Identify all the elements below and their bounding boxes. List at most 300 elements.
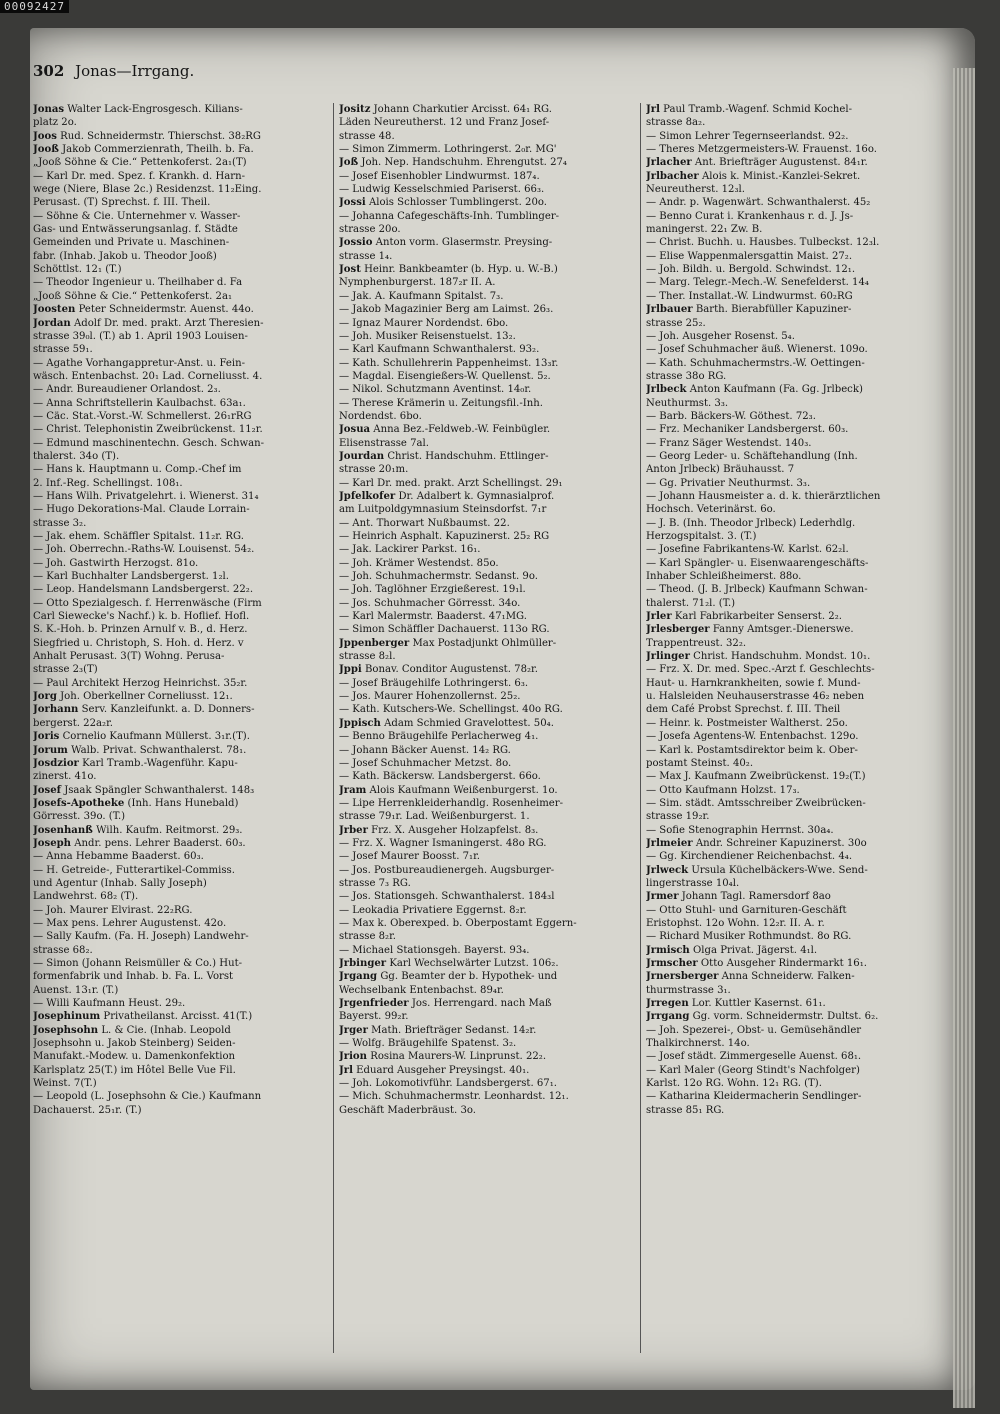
entry-details: thurmstrasse 3₁.	[646, 984, 731, 996]
directory-entry	[339, 437, 637, 450]
entry-details: formenfabrik und Inhab. b. Fa. L. Vorst	[33, 971, 234, 983]
directory-entry	[339, 357, 637, 370]
directory-entry	[646, 397, 926, 410]
directory-entry	[646, 610, 926, 623]
entry-details: Alois Schlosser Tumblingerst. 20o.	[368, 197, 547, 209]
entry-details: — Mich. Schuhmachermstr. Leonhardst. 12₁.	[339, 1091, 569, 1103]
directory-entry	[646, 984, 926, 997]
entry-details: — Hans Wilh. Privatgelehrt. i. Wienerst. 31₄	[33, 490, 259, 502]
entry-details: — Simon Zimmerm. Lothringerst. 2₀r. MG'	[339, 144, 557, 156]
directory-entry	[646, 703, 926, 716]
directory-entry	[339, 1064, 637, 1077]
directory-entry	[33, 970, 323, 983]
directory-entry	[646, 143, 926, 156]
entry-details: Manufakt.-Modew. u. Damenkonfektion	[33, 1051, 236, 1063]
entry-details: am Luitpoldgymnasium Steinsdorfst. 7₁r	[339, 504, 547, 516]
entry-details: — Jak. Lackirer Parkst. 16₁.	[339, 544, 481, 556]
entry-details: strasse 25₂.	[646, 317, 706, 329]
directory-entry	[646, 490, 926, 503]
directory-entry	[646, 997, 926, 1010]
entry-details: strasse 3₂.	[33, 517, 87, 529]
directory-entry	[646, 236, 926, 249]
directory-entry	[646, 1024, 926, 1037]
entry-surname: Jrgang	[339, 971, 378, 983]
directory-entry	[646, 543, 926, 556]
entry-details: — Katharina Kleidermacherin Sendlinger-	[646, 1091, 862, 1103]
entry-details: — Josefa Agentens-W. Entenbachst. 129o.	[646, 731, 859, 743]
directory-entry	[339, 583, 637, 596]
entry-details: — Elise Wappenmalersgattin Maist. 27₂.	[646, 250, 853, 262]
directory-entry	[339, 1010, 637, 1023]
entry-details: — Josefine Fabrikantens-W. Karlst. 62₂l.	[646, 544, 849, 556]
directory-entry	[339, 1024, 637, 1037]
directory-entry	[339, 663, 637, 676]
directory-entry	[33, 770, 323, 783]
entry-surname: Jrlacher	[646, 157, 692, 169]
entry-details: — Cäc. Stat.-Vorst.-W. Schmellerst. 26₁rRG	[33, 410, 252, 422]
directory-entry	[33, 196, 323, 209]
directory-entry	[33, 170, 323, 183]
directory-entry	[646, 1077, 926, 1090]
directory-entry	[33, 810, 323, 823]
entry-surname: Jrregen	[646, 998, 689, 1010]
directory-entry	[646, 597, 926, 610]
entry-surname: Joris	[33, 731, 60, 743]
directory-entry	[33, 477, 323, 490]
entry-details: dem Café Probst Sprechst. f. III. Theil	[646, 704, 841, 716]
entry-details: strasse 68₂.	[33, 944, 93, 956]
entry-details: Nordendst. 6bo.	[339, 410, 422, 422]
entry-details: — Jos. Maurer Hohenzollernst. 25₂.	[339, 691, 521, 703]
directory-entry	[339, 317, 637, 330]
directory-entry	[33, 250, 323, 263]
entry-details: und Agentur (Inhab. Sally Joseph)	[33, 877, 207, 889]
entry-surname: Jrmisch	[646, 944, 690, 956]
entry-details: — Josef Schuhmacher äuß. Wienerst. 109o.	[646, 344, 868, 356]
entry-details: Dr. Adalbert k. Gymnasialprof.	[398, 490, 555, 502]
directory-entry	[339, 103, 637, 116]
entry-details: Jsaak Spängler Schwanthalerst. 148₃	[64, 784, 255, 796]
directory-entry	[33, 984, 323, 997]
entry-details: (Inh. Hans Hunebald)	[127, 797, 239, 809]
entry-details: Anhalt Perusast. 3(T) Wohng. Perusa-	[33, 651, 225, 663]
directory-entry	[33, 690, 323, 703]
directory-entry	[339, 250, 637, 263]
directory-entry	[33, 1037, 323, 1050]
entry-details: thalerst. 71₂l. (T.)	[646, 597, 736, 609]
entry-details: — Heinr. k. Postmeister Waltherst. 25o.	[646, 717, 848, 729]
directory-entry	[646, 864, 926, 877]
entry-details: — Sim. städt. Amtsschreiber Zweibrücken-	[646, 797, 866, 809]
entry-details: Eduard Ausgeher Preysingst. 40₁.	[356, 1064, 530, 1076]
directory-entry	[33, 837, 323, 850]
entry-details: strasse 48.	[339, 130, 395, 142]
entry-details: — Johanna Cafegeschäfts-Inh. Tumblinger-	[339, 210, 560, 222]
entry-details: — Gg. Kirchendiener Reichenbachst. 4₄.	[646, 851, 853, 863]
entry-details: Joh. Nep. Handschuhm. Ehrengutst. 27₄	[361, 157, 567, 169]
entry-details: „Jooß Söhne & Cie.“ Pettenkoferst. 2a₁	[33, 290, 233, 302]
directory-entry	[646, 557, 926, 570]
entry-details: Wilh. Kaufm. Reitmorst. 29₃.	[96, 824, 243, 836]
entry-details: — Christ. Buchh. u. Hausbes. Tulbeckst. 12₃l.	[646, 237, 880, 249]
entry-details: — Johann Bäcker Auenst. 14₂ RG.	[339, 744, 511, 756]
entry-details: — Ignaz Maurer Nordendst. 6bo.	[339, 317, 509, 329]
entry-details: — Frz. Mechaniker Landsbergerst. 60₃.	[646, 424, 849, 436]
column-1	[33, 103, 323, 1353]
entry-details: Alois k. Minist.-Kanzlei-Sekret.	[701, 170, 861, 182]
directory-entry	[646, 317, 926, 330]
directory-entry	[339, 343, 637, 356]
entry-details: wege (Niere, Blase 2c.) Residenzst. 11₂Eing.	[33, 184, 262, 196]
entry-details: — Nikol. Schutzmann Aventinst. 14₀r.	[339, 384, 532, 396]
directory-entry	[33, 543, 323, 556]
entry-surname: Joseph	[33, 837, 72, 849]
directory-entry	[339, 503, 637, 516]
entry-details: Privatheilanst. Arcisst. 41(T.)	[103, 1011, 253, 1023]
entry-details: — Joh. Ausgeher Rosenst. 5₄.	[646, 330, 795, 342]
directory-entry	[646, 156, 926, 169]
directory-entry	[646, 437, 926, 450]
entry-details: — Kath. Schullehrerin Pappenheimst. 13₃r.	[339, 357, 559, 369]
entry-details: Christ. Handschuhm. Ettlinger-	[387, 450, 549, 462]
directory-entry	[33, 797, 323, 810]
directory-entry	[339, 623, 637, 636]
entry-details: — Leokadia Privatiere Eggernst. 8₂r.	[339, 904, 527, 916]
directory-entry	[33, 597, 323, 610]
directory-entry	[33, 143, 323, 156]
entry-surname: Jrber	[339, 824, 368, 836]
directory-entry	[339, 410, 637, 423]
directory-entry	[646, 276, 926, 289]
entry-details: Math. Briefträger Sedanst. 14₂r.	[371, 1024, 537, 1036]
entry-details: Joh. Oberkellner Corneliusst. 12₁.	[60, 691, 233, 703]
entry-details: — Joh. Krämer Westendst. 85o.	[339, 557, 499, 569]
entry-details: strasse 7₃ RG.	[339, 877, 411, 889]
page-range: Jonas—Irrgang.	[75, 62, 195, 80]
entry-surname: Jrgenfrieder	[339, 998, 409, 1010]
directory-entry	[33, 850, 323, 863]
directory-entry	[339, 383, 637, 396]
directory-entry	[339, 130, 637, 143]
directory-entry	[339, 930, 637, 943]
entry-details: — Gg. Privatier Neuthurmst. 3₃.	[646, 477, 811, 489]
entry-details: strasse 2₃(T)	[33, 664, 98, 676]
entry-surname: Joos	[33, 130, 57, 142]
entry-details: — Georg Leder- u. Schäftehandlung (Inh.	[646, 450, 858, 462]
directory-entry	[646, 170, 926, 183]
entry-details: Gas- und Entwässerungsanlag. f. Städte	[33, 224, 238, 236]
entry-surname: Jrnersberger	[646, 971, 719, 983]
entry-details: Karl Tramb.-Wagenführ. Kapu-	[82, 757, 238, 769]
entry-details: Landwehrst. 68₂ (T).	[33, 891, 139, 903]
directory-entry	[33, 357, 323, 370]
entry-details: — Josef städt. Zimmergeselle Auenst. 68₁.	[646, 1051, 862, 1063]
entry-details: strasse 8₂l.	[339, 651, 396, 663]
directory-entry	[33, 890, 323, 903]
directory-entry	[339, 690, 637, 703]
directory-entry	[646, 770, 926, 783]
directory-entry	[646, 1090, 926, 1103]
entry-details: Nymphenburgerst. 187₂r II. A.	[339, 277, 496, 289]
entry-details: strasse 1₄.	[339, 250, 393, 262]
entry-details: — Willi Kaufmann Heust. 29₂.	[33, 998, 186, 1010]
entry-details: strasse 20₁m.	[339, 464, 409, 476]
entry-surname: Jossio	[339, 237, 373, 249]
entry-surname: Jrmer	[646, 891, 679, 903]
entry-details: Lor. Kuttler Kasernst. 61₁.	[691, 998, 826, 1010]
directory-entry	[33, 864, 323, 877]
directory-entry	[339, 770, 637, 783]
entry-details: — Christ. Telephonistin Zweibrückenst. 11₂r.	[33, 424, 263, 436]
directory-entry	[33, 410, 323, 423]
entry-details: — Jakob Magazinier Berg am Laimst. 26₃.	[339, 304, 554, 316]
directory-entry	[33, 1050, 323, 1063]
entry-details: — Theodor Ingenieur u. Theilhaber d. Fa	[33, 277, 243, 289]
entry-details: — Frz. X. Wagner Ismaningerst. 48o RG.	[339, 837, 547, 849]
entry-details: Geschäft Maderbräust. 3o.	[339, 1104, 476, 1116]
directory-entry	[33, 744, 323, 757]
entry-details: — Kath. Bäckersw. Landsbergerst. 66o.	[339, 771, 541, 783]
directory-entry	[646, 130, 926, 143]
directory-entry	[33, 210, 323, 223]
entry-details: Josephsohn u. Jakob Steinberg) Seiden-	[33, 1038, 236, 1050]
directory-entry	[33, 397, 323, 410]
directory-entry	[339, 517, 637, 530]
page-number: 302	[33, 62, 65, 80]
entry-surname: Jooß	[33, 144, 59, 156]
directory-entry	[646, 383, 926, 396]
page-edge-stack	[953, 68, 975, 1408]
directory-entry	[339, 730, 637, 743]
directory-entry	[339, 837, 637, 850]
directory-entry	[646, 223, 926, 236]
directory-entry	[646, 290, 926, 303]
entry-surname: Jonas	[33, 104, 65, 115]
directory-entry	[339, 143, 637, 156]
directory-entry	[646, 650, 926, 663]
directory-entry	[339, 1077, 637, 1090]
directory-entry	[33, 677, 323, 690]
entry-details: — Benno Bräugehilfe Perlacherweg 4₁.	[339, 731, 539, 743]
directory-entry	[339, 263, 637, 276]
entry-surname: Jrlesberger	[646, 624, 710, 636]
entry-details: Rosina Maurers-W. Linprunst. 22₂.	[370, 1051, 547, 1063]
directory-entry	[646, 757, 926, 770]
entry-details: — Marg. Telegr.-Mech.-W. Senefelderst. 14₄	[646, 277, 869, 289]
entry-surname: Jorg	[33, 691, 57, 703]
directory-entry	[339, 850, 637, 863]
directory-entry	[646, 357, 926, 370]
entry-details: — Frz. X. Dr. med. Spec.-Arzt f. Geschlechts-	[646, 664, 875, 676]
directory-entry	[646, 330, 926, 343]
entry-details: Ursula Küchelbäckers-Wwe. Send-	[691, 864, 868, 876]
column-3	[640, 103, 926, 1353]
directory-entry	[339, 810, 637, 823]
directory-entry	[646, 917, 926, 930]
directory-entry	[339, 650, 637, 663]
directory-entry	[339, 330, 637, 343]
entry-details: — Josef Bräugehilfe Lothringerst. 6₃.	[339, 677, 529, 689]
entry-details: Wechselbank Entenbachst. 89₄r.	[339, 984, 504, 996]
directory-entry	[33, 383, 323, 396]
entry-surname: Jrion	[339, 1051, 367, 1063]
entry-details: postamt Steinst. 40₂.	[646, 757, 754, 769]
directory-entry	[339, 703, 637, 716]
directory-entry	[646, 450, 926, 463]
entry-details: — Jos. Stationsgeh. Schwanthalerst. 184₃l	[339, 891, 555, 903]
entry-surname: Jrlbacher	[646, 170, 699, 182]
directory-entry	[646, 503, 926, 516]
entry-surname: Joosten	[33, 304, 76, 316]
entry-details: — Andr. p. Wagenwärt. Schwanthalerst. 45₂	[646, 197, 871, 209]
directory-entry	[646, 1104, 926, 1117]
entry-details: Neuthurmst. 3₃.	[646, 397, 729, 409]
entry-details: — Sally Kaufm. (Fa. H. Joseph) Landwehr-	[33, 931, 249, 943]
directory-entry	[33, 730, 323, 743]
directory-entry	[33, 583, 323, 596]
directory-entry	[339, 797, 637, 810]
directory-entry	[646, 970, 926, 983]
entry-surname: Jost	[339, 264, 361, 276]
directory-entry	[33, 650, 323, 663]
entry-surname: Joß	[339, 157, 359, 169]
column-2	[333, 103, 637, 1353]
entry-details: — J. B. (Inh. Theodor Jrlbeck) Lederhdlg.	[646, 517, 856, 529]
directory-entry	[646, 890, 926, 903]
directory-entry	[339, 450, 637, 463]
entry-details: — Andr. Bureaudiener Orlandost. 2₃.	[33, 384, 221, 396]
entry-details: Fanny Amtsger.-Dienerswe.	[712, 624, 854, 636]
entry-details: Schöttlst. 12₁ (T.)	[33, 264, 122, 276]
directory-entry	[646, 824, 926, 837]
entry-surname: Jppi	[339, 664, 362, 676]
running-head	[33, 62, 194, 84]
entry-details: — Joh. Schuhmachermstr. Sedanst. 9o.	[339, 571, 538, 583]
entry-details: Hochsch. Veterinärst. 6o.	[646, 504, 776, 516]
directory-entry	[339, 744, 637, 757]
directory-entry	[33, 437, 323, 450]
directory-entry	[339, 236, 637, 249]
directory-entry	[33, 917, 323, 930]
directory-entry	[33, 610, 323, 623]
entry-surname: Josephinum	[33, 1011, 101, 1023]
entry-surname: Jrrgang	[646, 1011, 690, 1023]
entry-details: Johann Charkutier Arcisst. 64₁ RG.	[373, 104, 552, 115]
entry-surname: Jrlbauer	[646, 304, 693, 316]
directory-entry	[339, 303, 637, 316]
directory-entry	[33, 530, 323, 543]
directory-entry	[33, 503, 323, 516]
directory-entry	[646, 717, 926, 730]
entry-details: — Joh. Taglöhner Erzgießerest. 19₁l.	[339, 584, 526, 596]
entry-details: strasse 20o.	[339, 224, 401, 236]
directory-entry	[339, 717, 637, 730]
directory-entry	[339, 637, 637, 650]
entry-details: fabr. (Inhab. Jakob u. Theodor Jooß)	[33, 250, 217, 262]
directory-entry	[33, 930, 323, 943]
directory-entry	[339, 610, 637, 623]
entry-details: — Wolfg. Bräugehilfe Spatenst. 3₂.	[339, 1038, 517, 1050]
entry-details: Otto Ausgeher Rindermarkt 16₁.	[700, 958, 867, 969]
directory-entry	[33, 570, 323, 583]
directory-entry	[33, 757, 323, 770]
entry-details: — Joh. Bildh. u. Bergold. Schwindst. 12₁.	[646, 264, 856, 276]
directory-entry	[646, 583, 926, 596]
entry-details: — Franz Säger Westendst. 140₃.	[646, 437, 812, 449]
directory-entry	[33, 637, 323, 650]
entry-details: strasse 79₁r. Lad. Weißenburgerst. 1.	[339, 811, 530, 823]
entry-surname: Josenhanß	[33, 824, 93, 836]
directory-entry	[646, 303, 926, 316]
entry-surname: Jorhann	[33, 704, 79, 716]
directory-entry	[339, 223, 637, 236]
entry-details: — Leop. Handelsmann Landsbergerst. 22₂.	[33, 584, 254, 596]
directory-entry	[646, 1064, 926, 1077]
directory-entry	[339, 423, 637, 436]
entry-surname: Jppenberger	[339, 637, 410, 649]
entry-details: L. & Cie. (Inhab. Leopold	[101, 1024, 231, 1036]
entry-details: — Johann Hausmeister a. d. k. thierärztlichen	[646, 490, 881, 502]
entry-surname: Jrbinger	[339, 958, 387, 969]
directory-entry	[339, 864, 637, 877]
directory-entry	[33, 317, 323, 330]
directory-entry	[33, 557, 323, 570]
entry-details: Dachauerst. 25₁r. (T.)	[33, 1104, 142, 1116]
entry-details: — Edmund maschinentechn. Gesch. Schwan-	[33, 437, 265, 449]
entry-details: — Jos. Schuhmacher Görresst. 34o.	[339, 597, 521, 609]
directory-entry	[646, 183, 926, 196]
entry-surname: Josephsohn	[33, 1024, 99, 1036]
entry-details: Anna Schneiderw. Falken-	[721, 971, 855, 983]
entry-details: — Max J. Kaufmann Zweibrückenst. 19₂(T.)	[646, 771, 866, 783]
entry-details: zinerst. 41o.	[33, 771, 97, 783]
directory-entry	[646, 784, 926, 797]
entry-details: lingerstrasse 10₄l.	[646, 877, 740, 889]
entry-details: Trappentreust. 32₂.	[646, 637, 747, 649]
directory-entry	[339, 570, 637, 583]
entry-details: Paul Tramb.-Wagenf. Schmid Kochel-	[663, 104, 853, 115]
directory-entry	[646, 730, 926, 743]
entry-details: Anton Kaufmann (Fa. Gg. Jrlbeck)	[689, 384, 863, 396]
directory-entry	[339, 557, 637, 570]
directory-entry	[339, 877, 637, 890]
directory-entry	[646, 196, 926, 209]
entry-details: Karl Fabrikarbeiter Senserst. 2₂.	[674, 611, 842, 623]
directory-entry	[646, 690, 926, 703]
entry-details: maningerst. 22₁ Zw. B.	[646, 224, 763, 236]
entry-details: Gemeinden und Private u. Maschinen-	[33, 237, 230, 249]
entry-details: S. K.-Hoh. b. Prinzen Arnulf v. B., d. Herz.	[33, 624, 248, 636]
directory-entry	[339, 957, 637, 970]
entry-details: — Karl Buchhalter Landsbergerst. 1₂l.	[33, 571, 229, 583]
entry-details: strasse 39₀l. (T.) ab 1. April 1903 Louisen-	[33, 330, 248, 342]
entry-details: — Josef Maurer Boosst. 7₁r.	[339, 851, 481, 863]
entry-surname: Jppisch	[339, 717, 381, 729]
entry-details: Frz. X. Ausgeher Holzapfelst. 8₃.	[371, 824, 539, 836]
entry-surname: Jrlinger	[646, 651, 690, 663]
entry-details: Bayerst. 99₂r.	[339, 1011, 409, 1023]
entry-surname: Jrlmeier	[646, 837, 693, 849]
entry-details: Cornelio Kaufmann Müllerst. 3₁r.(T).	[62, 731, 250, 743]
directory-entry	[646, 410, 926, 423]
entry-details: Läden Neureutherst. 12 und Franz Josef-	[339, 117, 550, 129]
entry-details: — Josef Schuhmacher Metzst. 8o.	[339, 757, 512, 769]
directory-entry	[339, 824, 637, 837]
directory-entry	[646, 1050, 926, 1063]
entry-details: — Ther. Installat.-W. Lindwurmst. 60₂RG	[646, 290, 853, 302]
entry-details: Andr. pens. Lehrer Baaderst. 60₃.	[74, 837, 246, 849]
entry-surname: Jordan	[33, 317, 71, 329]
